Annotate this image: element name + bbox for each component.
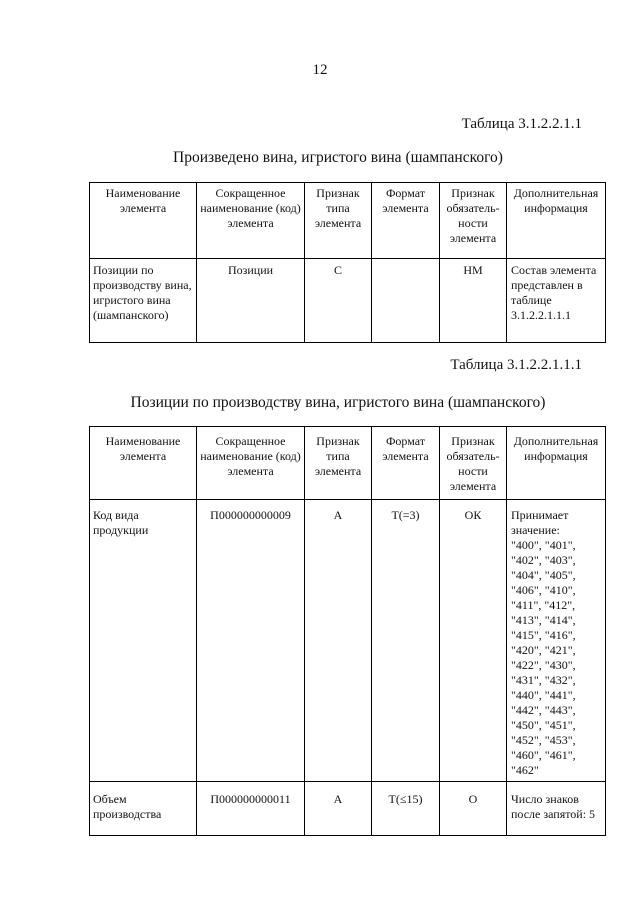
cell-info: Принимает значение: "400", "401", "402", "403", "404", "405", "406", "410", "411", "412", "413", "414", "415", "416", "420", "421", "422", "430", "431", "432", "440", "441", "442", "443", "450", "451", "452", "453", "460", "461", "462": [507, 500, 606, 782]
cell-info: Число знаков после запятой: 5: [507, 782, 606, 836]
cell-info: Состав элемента представлен в таблице 3.1.2.2.1.1.1: [507, 259, 606, 343]
header-cell: Признак типа элемента: [305, 427, 372, 500]
cell-format: [372, 259, 440, 343]
table-row: [90, 259, 606, 343]
table-wine-positions: [89, 426, 606, 836]
cell-required: О: [440, 782, 507, 836]
header-cell: Дополнительная информация: [507, 183, 606, 259]
header-cell: Сокращенное наименование (код) элемента: [197, 427, 305, 500]
cell-type: А: [305, 782, 372, 836]
page-number: 12: [312, 62, 328, 78]
cell-code: П000000000011: [197, 782, 305, 836]
header-cell: Наименование элемента: [90, 183, 197, 259]
cell-type: А: [305, 500, 372, 782]
header-cell: Формат элемента: [372, 427, 440, 500]
table-reference: Таблица 3.1.2.2.1.1: [461, 116, 582, 132]
table-header-row: [90, 183, 606, 259]
table-title: Произведено вина, игристого вина (шампанского): [173, 149, 503, 166]
cell-code: Позиции: [197, 259, 305, 343]
header-cell: Дополнительная информация: [507, 427, 606, 500]
cell-format: Т(≤15): [372, 782, 440, 836]
table-reference: Таблица 3.1.2.2.1.1.1: [450, 357, 582, 373]
header-cell: Признак типа элемента: [305, 183, 372, 259]
table-produced-wine: [89, 182, 606, 343]
cell-format: Т(=3): [372, 500, 440, 782]
header-cell: Признак обязатель-ности элемента: [440, 183, 507, 259]
table-row: [90, 782, 606, 836]
cell-type: С: [305, 259, 372, 343]
cell-name: Позиции по производству вина, игристого вина (шампанского): [90, 259, 197, 343]
header-cell: Формат элемента: [372, 183, 440, 259]
header-cell: Сокращенное наименование (код) элемента: [197, 183, 305, 259]
table-row: [90, 500, 606, 782]
cell-required: НМ: [440, 259, 507, 343]
table-title: Позиции по производству вина, игристого вина (шампанского): [130, 394, 546, 411]
header-cell: Признак обязатель-ности элемента: [440, 427, 507, 500]
cell-code: П000000000009: [197, 500, 305, 782]
cell-name: Объем производства: [90, 782, 197, 836]
header-cell: Наименование элемента: [90, 427, 197, 500]
table-header-row: [90, 427, 606, 500]
cell-required: ОК: [440, 500, 507, 782]
cell-name: Код вида продукции: [90, 500, 197, 782]
